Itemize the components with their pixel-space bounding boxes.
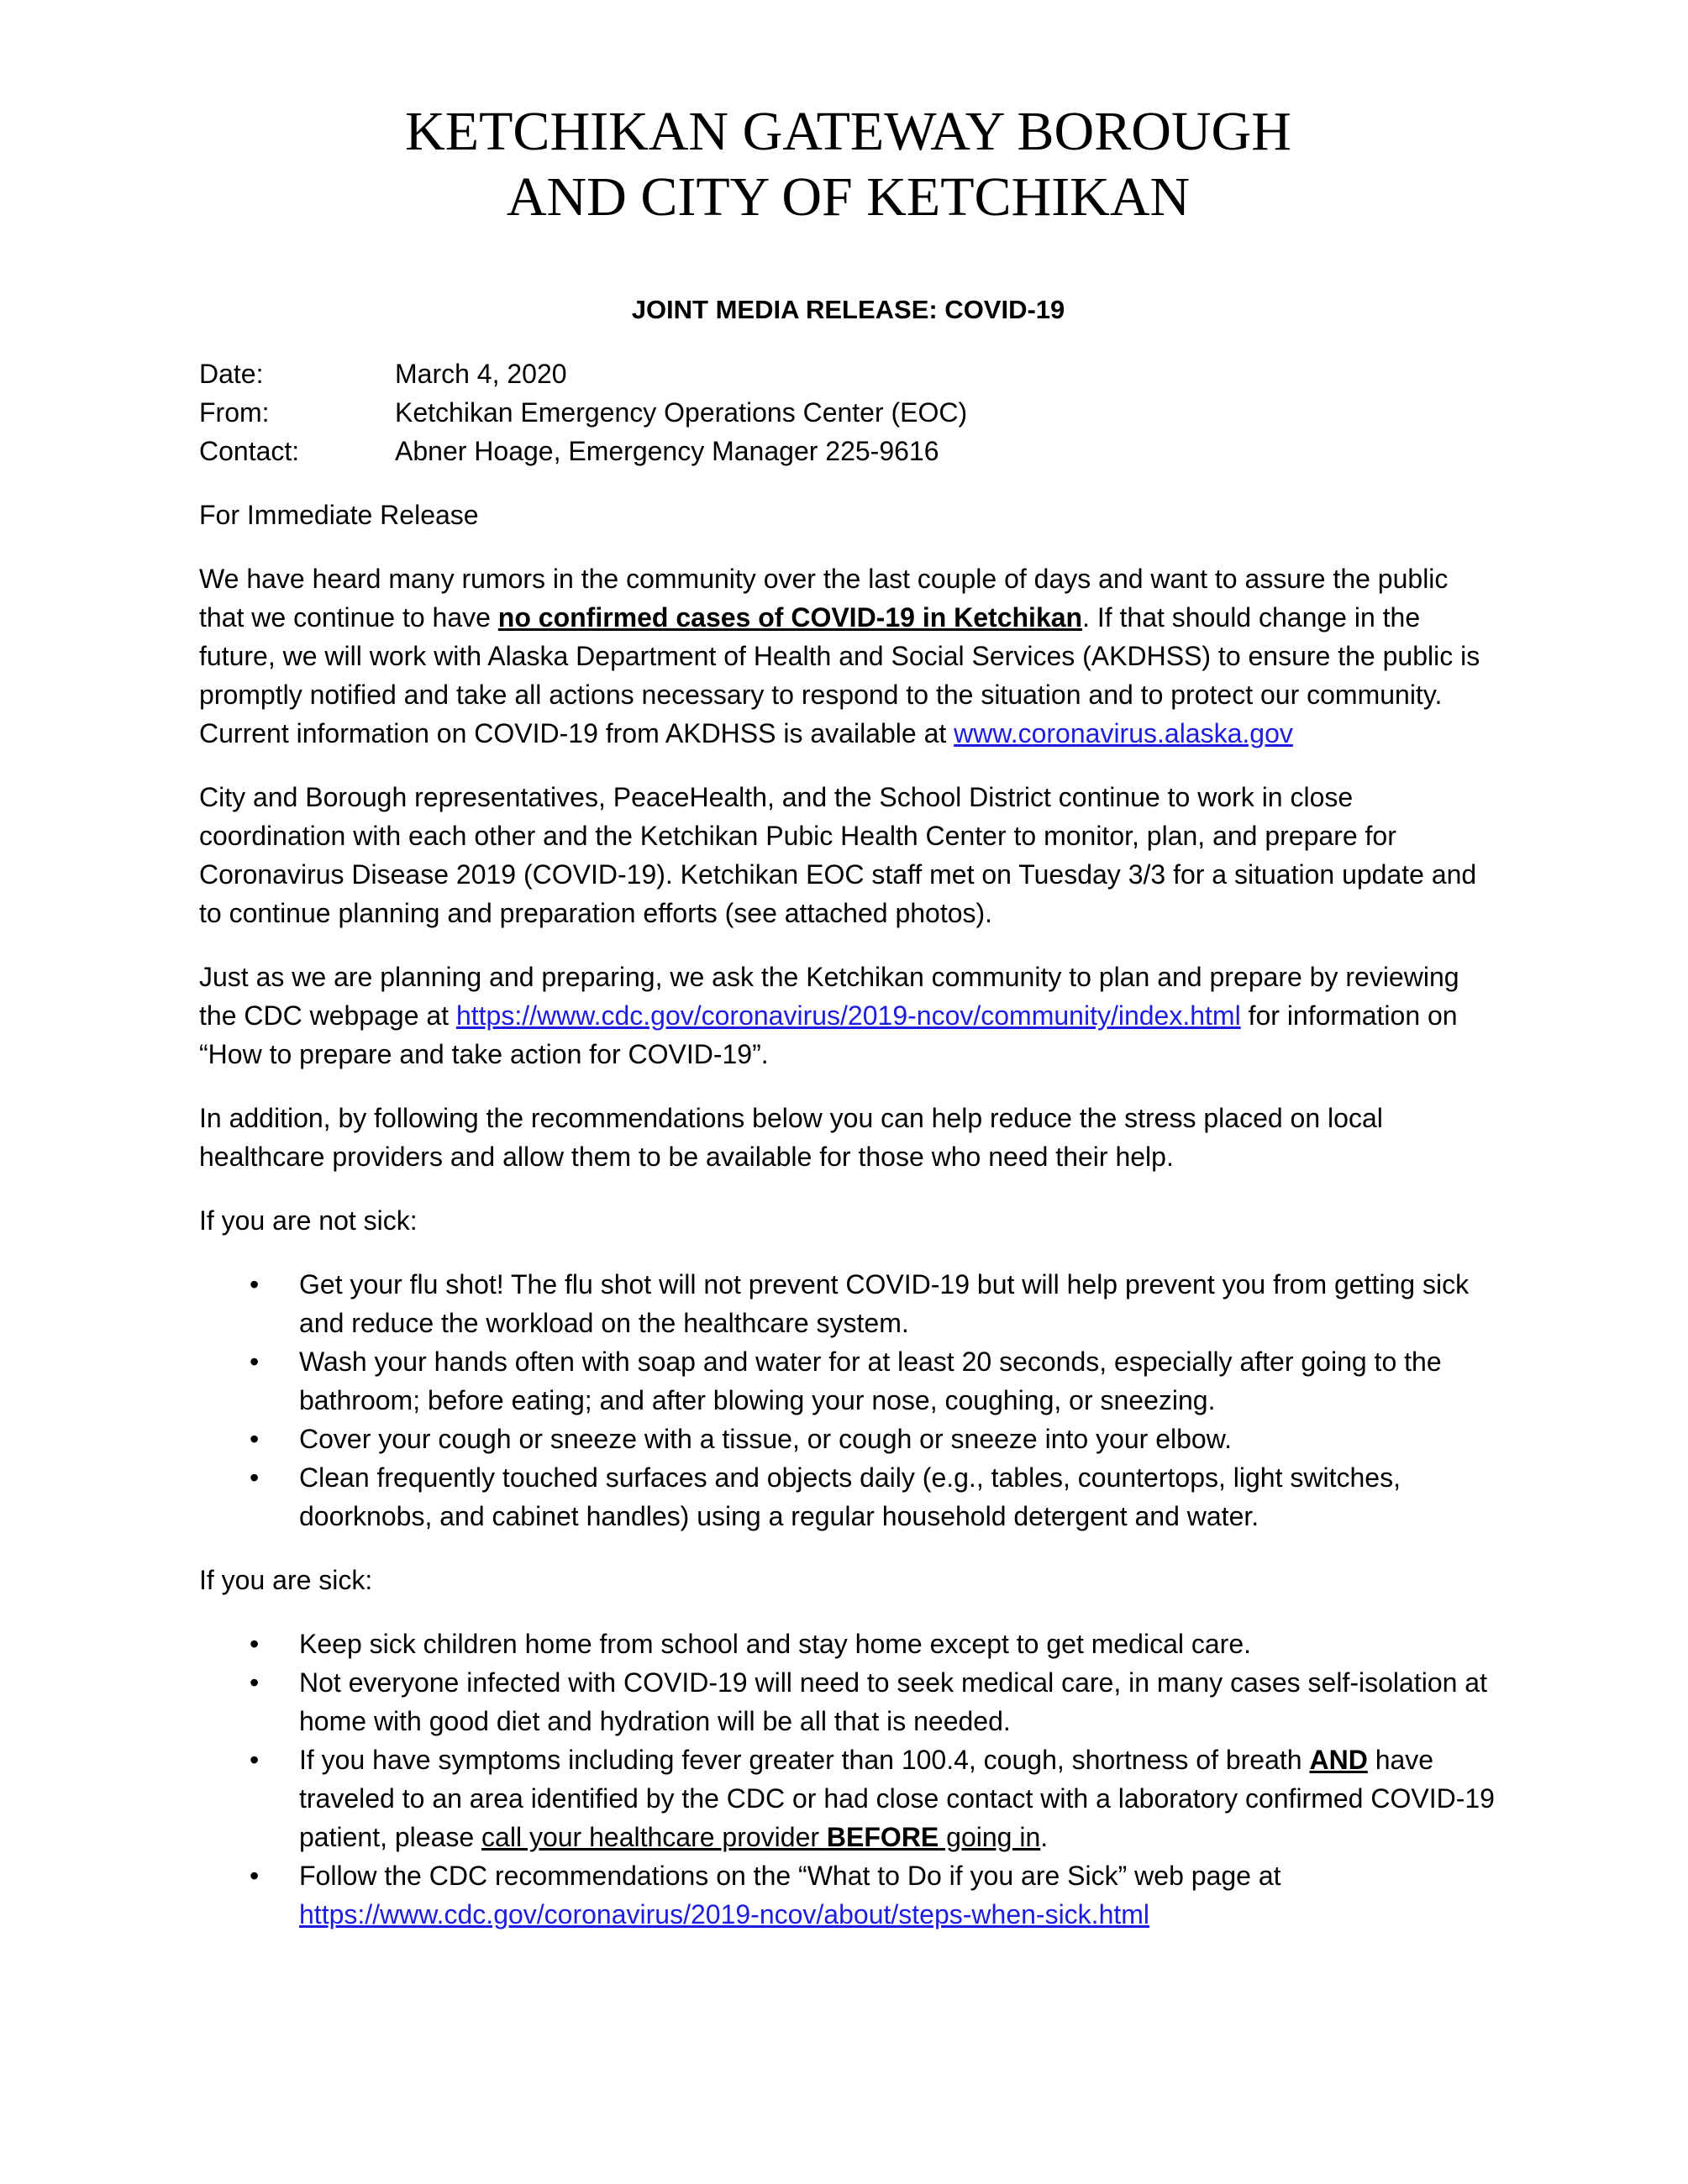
body-paragraph [199, 1099, 1497, 1176]
meta-block [199, 354, 1497, 470]
text-run: Wash your hands often with soap and water for at least 20 seconds, especially after going to the bathroom; before eating; and after blowing your nose, coughing, or sneezing. [299, 1347, 1442, 1415]
meta-value-contact: Abner Hoage, Emergency Manager 225-9616 [395, 436, 939, 466]
bullet-item [250, 1625, 1497, 1663]
text-run: Just as we are planning and preparing, we ask the Ketchikan community to plan and prepare by reviewing the CDC webpage at [199, 962, 1459, 1031]
bullet-item [250, 1740, 1497, 1856]
text-run: City and Borough representatives, PeaceHealth, and the School District continue to work in close coordination with each other and the Ketchikan Pubic Health Center to monitor, plan, and prepare for Coronavirus Disease 2019 (COVID-19). Ketchikan EOC staff met on Tuesday 3/3 for a situation update and to continue planning and preparation efforts (see attached photos). [199, 782, 1477, 928]
bullet-list [199, 1265, 1497, 1536]
body-paragraph [199, 958, 1497, 1074]
text-run: Keep sick children home from school and stay home except to get medical care. [299, 1629, 1252, 1659]
document-title-line-1: KETCHIKAN GATEWAY BOROUGH [405, 101, 1291, 162]
meta-value-from: Ketchikan Emergency Operations Center (EOC) [395, 397, 968, 428]
document-title-line-2: AND CITY OF KETCHIKAN [506, 166, 1191, 228]
text-run: for information on “How to prepare and take action for COVID-19”. [199, 1000, 1458, 1069]
bullet-list [199, 1625, 1497, 1934]
emphasized-text: no confirmed cases of COVID-19 in Ketchikan [497, 602, 1083, 633]
bullet-icon: • [250, 1462, 260, 1493]
text-run: Not everyone infected with COVID-19 will need to seek medical care, in many cases self-isolation at home with good diet and hydration will be all that is needed. [299, 1667, 1487, 1736]
text-run: We have heard many rumors in the community over the last couple of days and want to assure the public that we continue to have [199, 564, 1449, 633]
text-run: . [1040, 1822, 1049, 1852]
meta-label-from: From: [199, 397, 270, 428]
text-run: Cover your cough or sneeze with a tissue, or cough or sneeze into your elbow. [299, 1424, 1232, 1454]
bullet-icon: • [250, 1347, 260, 1377]
meta-value-date: March 4, 2020 [395, 359, 567, 389]
text-run: have traveled to an area identified by the CDC or had close contact with a laboratory confirmed COVID-19 patient, please [299, 1745, 1495, 1852]
text-run: If you have symptoms including fever greater than 100.4, cough, shortness of breath [299, 1745, 1310, 1775]
bullet-item [250, 1420, 1497, 1458]
hyperlink[interactable]: https://www.cdc.gov/coronavirus/2019-ncov/community/index.html [455, 1000, 1241, 1031]
bullet-item [250, 1342, 1497, 1420]
text-run: Clean frequently touched surfaces and objects daily (e.g., tables, countertops, light switches, doorknobs, and cabinet handles) using a regular household detergent and water. [299, 1462, 1401, 1531]
bullet-item [250, 1856, 1497, 1934]
document-title [199, 99, 1497, 230]
text-run: Follow the CDC recommendations on the “What to Do if you are Sick” web page at [299, 1861, 1281, 1891]
bullet-icon: • [250, 1667, 260, 1698]
bullet-item [250, 1265, 1497, 1342]
section-heading: If you are sick: [199, 1565, 373, 1595]
hyperlink[interactable]: www.coronavirus.alaska.gov [954, 718, 1293, 748]
bullet-icon: • [250, 1745, 260, 1775]
meta-row-contact [199, 432, 1497, 470]
meta-label-date: Date: [199, 359, 264, 389]
text-run: . If that should change in the future, we will work with Alaska Department of Health and Social Services (AKDHSS) to ensure the public is promptly notified and take all actions necessary to respond to the situation and to protect our community. Current information on COVID-19 from AKDHSS is available at [199, 602, 1480, 748]
text-run: In addition, by following the recommendations below you can help reduce the stress placed on local healthcare providers and allow them to be available for those who need their help. [199, 1103, 1383, 1172]
body-paragraph [199, 778, 1497, 932]
body-paragraph [199, 559, 1497, 753]
bullet-item [250, 1663, 1497, 1740]
release-subtitle: JOINT MEDIA RELEASE: COVID-19 [631, 295, 1065, 324]
document-body [199, 559, 1497, 1934]
emphasized-text: going in [939, 1822, 1041, 1852]
section-heading: If you are not sick: [199, 1205, 418, 1236]
bullet-icon: • [250, 1629, 260, 1659]
text-run: Get your flu shot! The flu shot will not prevent COVID-19 but will help prevent you from getting sick and reduce the workload on the healthcare system. [299, 1269, 1470, 1338]
hyperlink[interactable]: https://www.cdc.gov/coronavirus/2019-ncov/about/steps-when-sick.html [299, 1899, 1150, 1929]
for-immediate-release-line: For Immediate Release [199, 500, 479, 530]
emphasized-text: call your healthcare provider [481, 1822, 827, 1852]
bullet-icon: • [250, 1424, 260, 1454]
meta-row-from [199, 393, 1497, 432]
meta-label-contact: Contact: [199, 436, 300, 466]
bullet-item [250, 1458, 1497, 1536]
emphasized-text: AND [1309, 1745, 1368, 1775]
bullet-icon: • [250, 1861, 260, 1891]
bullet-icon: • [250, 1269, 260, 1299]
meta-row-date [199, 354, 1497, 393]
emphasized-text: BEFORE [826, 1822, 939, 1852]
